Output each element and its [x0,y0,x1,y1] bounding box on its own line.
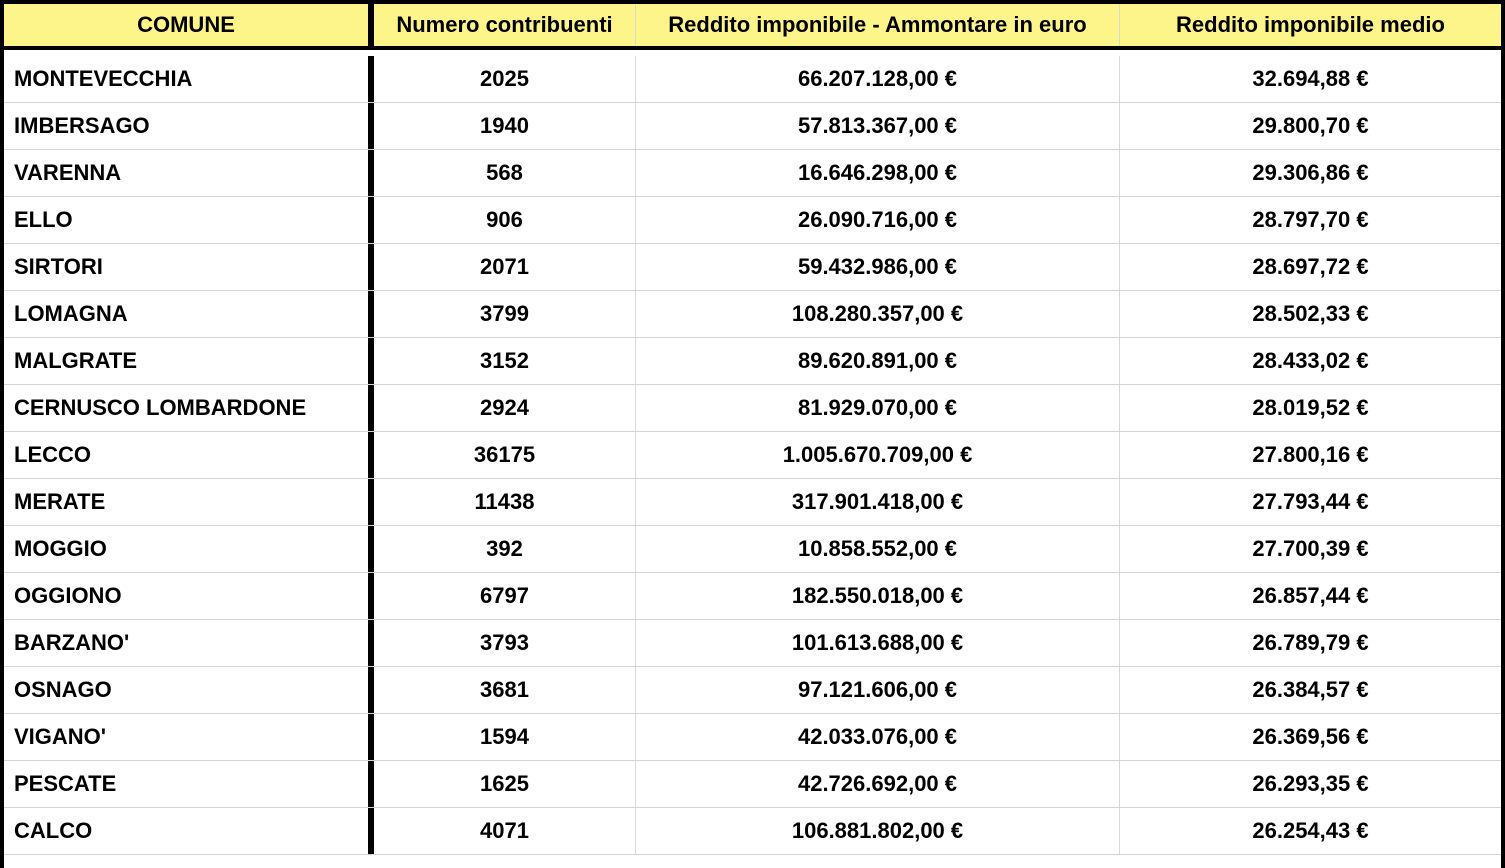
cell-reddito-medio[interactable]: 26.789,79 € [1252,630,1369,655]
cell-reddito-ammontare[interactable]: 10.858.552,00 € [636,526,1120,572]
cell-reddito-ammontare[interactable]: 182.550.018,00 € [636,573,1120,619]
table-row [4,526,1501,573]
table-row [4,808,1501,855]
cell-comune[interactable]: LOMAGNA [4,291,374,337]
cell-reddito-ammontare[interactable]: 42.726.692,00 € [636,761,1120,807]
cell-reddito-ammontare[interactable]: 1.005.670.709,00 € [636,432,1120,478]
cell-numero-contribuenti[interactable]: 4071 [374,808,636,854]
cell-reddito-medio[interactable]: 26.857,44 € [1252,583,1369,608]
cell-numero-contribuenti[interactable]: 392 [374,526,636,572]
cell-numero-contribuenti[interactable]: 3793 [374,620,636,666]
cell-numero-contribuenti[interactable]: 3799 [374,291,636,337]
cell-comune[interactable]: MALGRATE [4,338,374,384]
header-reddito-ammontare[interactable]: Reddito imponibile - Ammontare in euro [636,4,1120,46]
cell-comune[interactable]: CERNUSCO LOMBARDONE [4,385,374,431]
table-row [4,385,1501,432]
table-row [4,291,1501,338]
cell-reddito-medio[interactable]: 27.793,44 € [1252,489,1369,514]
cell-reddito-medio[interactable]: 26.369,56 € [1252,724,1369,749]
cell-reddito-medio[interactable]: 28.697,72 € [1252,254,1369,279]
cell-reddito-ammontare[interactable]: 66.207.128,00 € [636,56,1120,102]
cell-numero-contribuenti[interactable]: 1940 [374,103,636,149]
cell-reddito-medio[interactable]: 28.433,02 € [1252,348,1369,373]
cell-reddito-medio[interactable]: 27.700,39 € [1252,536,1369,561]
cell-reddito-medio[interactable]: 26.384,57 € [1252,677,1369,702]
cell-reddito-medio[interactable]: 26.293,35 € [1252,771,1369,796]
cell-comune[interactable]: VIGANO' [4,714,374,760]
cell-comune[interactable]: MERATE [4,479,374,525]
header-comune[interactable]: COMUNE [4,4,374,46]
cell-comune[interactable]: ELLO [4,197,374,243]
cell-numero-contribuenti[interactable]: 36175 [374,432,636,478]
cell-reddito-medio[interactable]: 29.306,86 € [1252,160,1369,185]
cell-reddito-ammontare[interactable]: 101.613.688,00 € [636,620,1120,666]
table-row [4,620,1501,667]
table-body [0,50,1505,868]
cell-numero-contribuenti[interactable]: 2025 [374,56,636,102]
table-row [4,197,1501,244]
table-row [4,150,1501,197]
cell-reddito-ammontare[interactable]: 81.929.070,00 € [636,385,1120,431]
cell-reddito-ammontare[interactable]: 108.280.357,00 € [636,291,1120,337]
cell-reddito-ammontare[interactable]: 57.813.367,00 € [636,103,1120,149]
cell-comune[interactable]: PESCATE [4,761,374,807]
cell-numero-contribuenti[interactable]: 1625 [374,761,636,807]
table-row [4,479,1501,526]
table-row [4,432,1501,479]
header-reddito-medio[interactable]: Reddito imponibile medio [1176,12,1445,37]
cell-reddito-ammontare[interactable]: 59.432.986,00 € [636,244,1120,290]
cell-reddito-medio[interactable]: 26.254,43 € [1252,818,1369,843]
cell-reddito-ammontare[interactable]: 97.121.606,00 € [636,667,1120,713]
cell-numero-contribuenti[interactable]: 2071 [374,244,636,290]
cell-reddito-ammontare[interactable]: 89.620.891,00 € [636,338,1120,384]
cell-reddito-ammontare[interactable]: 16.646.298,00 € [636,150,1120,196]
cell-comune[interactable]: MONTEVECCHIA [4,56,374,102]
header-numero-contribuenti[interactable]: Numero contribuenti [374,4,636,46]
table-row [4,56,1501,103]
table-header-row [0,0,1505,50]
table-row [4,573,1501,620]
cell-reddito-medio[interactable]: 32.694,88 € [1252,66,1369,91]
cell-comune[interactable]: IMBERSAGO [4,103,374,149]
cell-numero-contribuenti[interactable]: 568 [374,150,636,196]
table-row [4,103,1501,150]
table-row [4,338,1501,385]
cell-numero-contribuenti[interactable]: 906 [374,197,636,243]
cell-reddito-ammontare[interactable]: 317.901.418,00 € [636,479,1120,525]
cell-numero-contribuenti[interactable]: 3152 [374,338,636,384]
cell-numero-contribuenti[interactable]: 11438 [374,479,636,525]
cell-reddito-medio[interactable]: 28.019,52 € [1252,395,1369,420]
cell-comune[interactable]: OSNAGO [4,667,374,713]
cell-numero-contribuenti[interactable]: 3681 [374,667,636,713]
cell-comune[interactable]: CALCO [4,808,374,854]
cell-reddito-medio[interactable]: 28.797,70 € [1252,207,1369,232]
cell-comune[interactable]: MOGGIO [4,526,374,572]
cell-numero-contribuenti[interactable]: 2924 [374,385,636,431]
cell-comune[interactable]: VARENNA [4,150,374,196]
cell-comune[interactable]: BARZANO' [4,620,374,666]
table-row [4,714,1501,761]
cell-reddito-medio[interactable]: 28.502,33 € [1252,301,1369,326]
cell-comune[interactable]: SIRTORI [4,244,374,290]
cell-comune[interactable]: LECCO [4,432,374,478]
cell-reddito-medio[interactable]: 27.800,16 € [1252,442,1369,467]
cell-reddito-ammontare[interactable]: 42.033.076,00 € [636,714,1120,760]
table-row [4,667,1501,714]
table-row [4,761,1501,808]
cell-reddito-ammontare[interactable]: 26.090.716,00 € [636,197,1120,243]
cell-reddito-ammontare[interactable]: 106.881.802,00 € [636,808,1120,854]
cell-numero-contribuenti[interactable]: 1594 [374,714,636,760]
cell-numero-contribuenti[interactable]: 6797 [374,573,636,619]
table-row [4,244,1501,291]
cell-comune[interactable]: OGGIONO [4,573,374,619]
cell-reddito-medio[interactable]: 29.800,70 € [1252,113,1369,138]
